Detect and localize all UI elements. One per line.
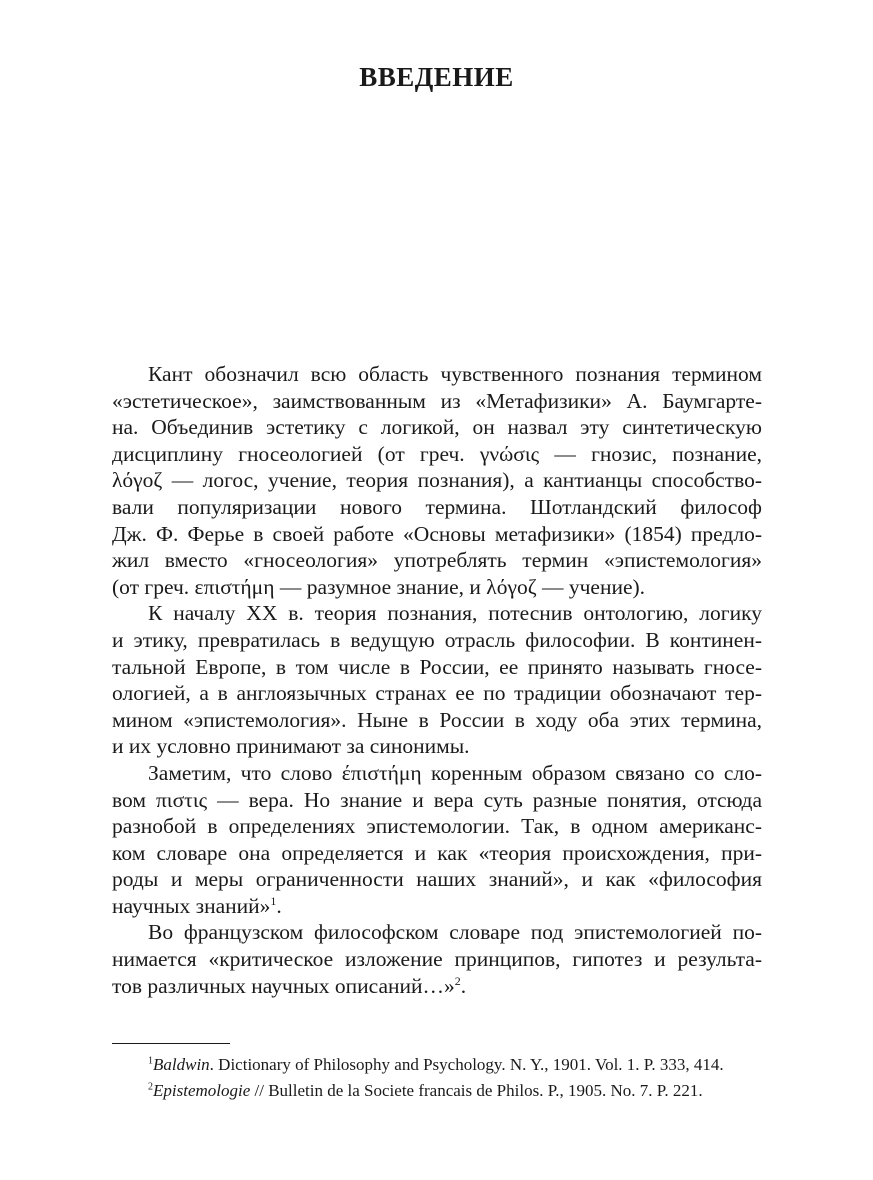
footnote-author: Baldwin (153, 1055, 210, 1074)
text-line: ологией, а в англоязычных странах ее по традиции обозначают тер- (112, 681, 762, 706)
text-line: дисциплину гносеологией (от греч. γνώσις — гнозис, познание, (112, 441, 762, 466)
footnote-author: Epistemologie (153, 1081, 251, 1100)
footnote-ref[interactable]: 2 (454, 973, 461, 988)
text-line: и их условно принимают за синонимы. (112, 734, 470, 759)
footnote-ref[interactable]: 1 (270, 893, 277, 908)
text-line: на. Объединив эстетику с логикой, он назвал эту синтетическую (112, 415, 762, 440)
text-line: мином «эпистемология». Ныне в России в ходу оба этих термина, (112, 707, 762, 732)
main-text (112, 361, 762, 999)
text-line: вали популяризации нового термина. Шотландский философ (112, 494, 762, 519)
footnote-item (112, 1078, 762, 1104)
footnote-text: // Bulletin de la Societe francais de Philos. P., 1905. No. 7. P. 221. (250, 1081, 703, 1100)
footnotes (112, 1052, 762, 1104)
text-line: разнобой в определениях эпистемологии. Так, в одном американс- (112, 814, 762, 839)
chapter-title: ВВЕДЕНИЕ (359, 62, 514, 92)
text-line: нимается «критическое изложение принципов, гипотез и результа- (112, 947, 762, 972)
text-line: λόγοζ — логос, учение, теория познания), а кантианцы способство- (112, 468, 762, 493)
footnote-number: 2 (148, 1081, 153, 1093)
text-line: научных знаний»$^1$. (112, 893, 282, 918)
text-line: К началу XX в. теория познания, потеснив онтологию, логику (148, 601, 762, 626)
text-line: тальной Европе, в том числе в России, ее принято называть гносе- (112, 654, 762, 679)
text-line: жил вместо «гносеология» употреблять термин «эпистемология» (112, 548, 762, 573)
text-line: Дж. Ф. Ферье в своей работе «Основы метафизики» (1854) предло- (112, 521, 762, 546)
text-line: вом πιστις — вера. Но знание и вера суть разные понятия, отсюда (112, 787, 762, 812)
text-line: тов различных научных описаний…»$^2$. (112, 973, 467, 998)
footnote-number: 1 (148, 1055, 153, 1067)
text-line: Во французском философском словаре под эпистемологией по- (148, 920, 762, 945)
text-line: роды и меры ограниченности наших знаний», и как «философия (112, 867, 762, 892)
footnote-text: . Dictionary of Philosophy and Psychology. N. Y., 1901. Vol. 1. P. 333, 414. (209, 1055, 724, 1074)
text-line: Заметим, что слово έπιστήμη коренным образом связано со сло- (148, 760, 762, 785)
text-line: (от греч. επιστήμη — разумное знание, и λόγοζ — учение). (112, 574, 646, 599)
text-line: и этику, превратилась в ведущую отрасль философии. В континен- (112, 627, 762, 652)
text-line: ком словаре она определяется и как «теория происхождения, при- (112, 840, 762, 865)
footnote-divider (112, 1043, 230, 1044)
text-line: «эстетическое», заимствованным из «Метафизики» А. Баумгарте- (112, 388, 762, 413)
text-line: Кант обозначил всю область чувственного познания термином (148, 362, 762, 386)
footnote-item (112, 1052, 762, 1078)
